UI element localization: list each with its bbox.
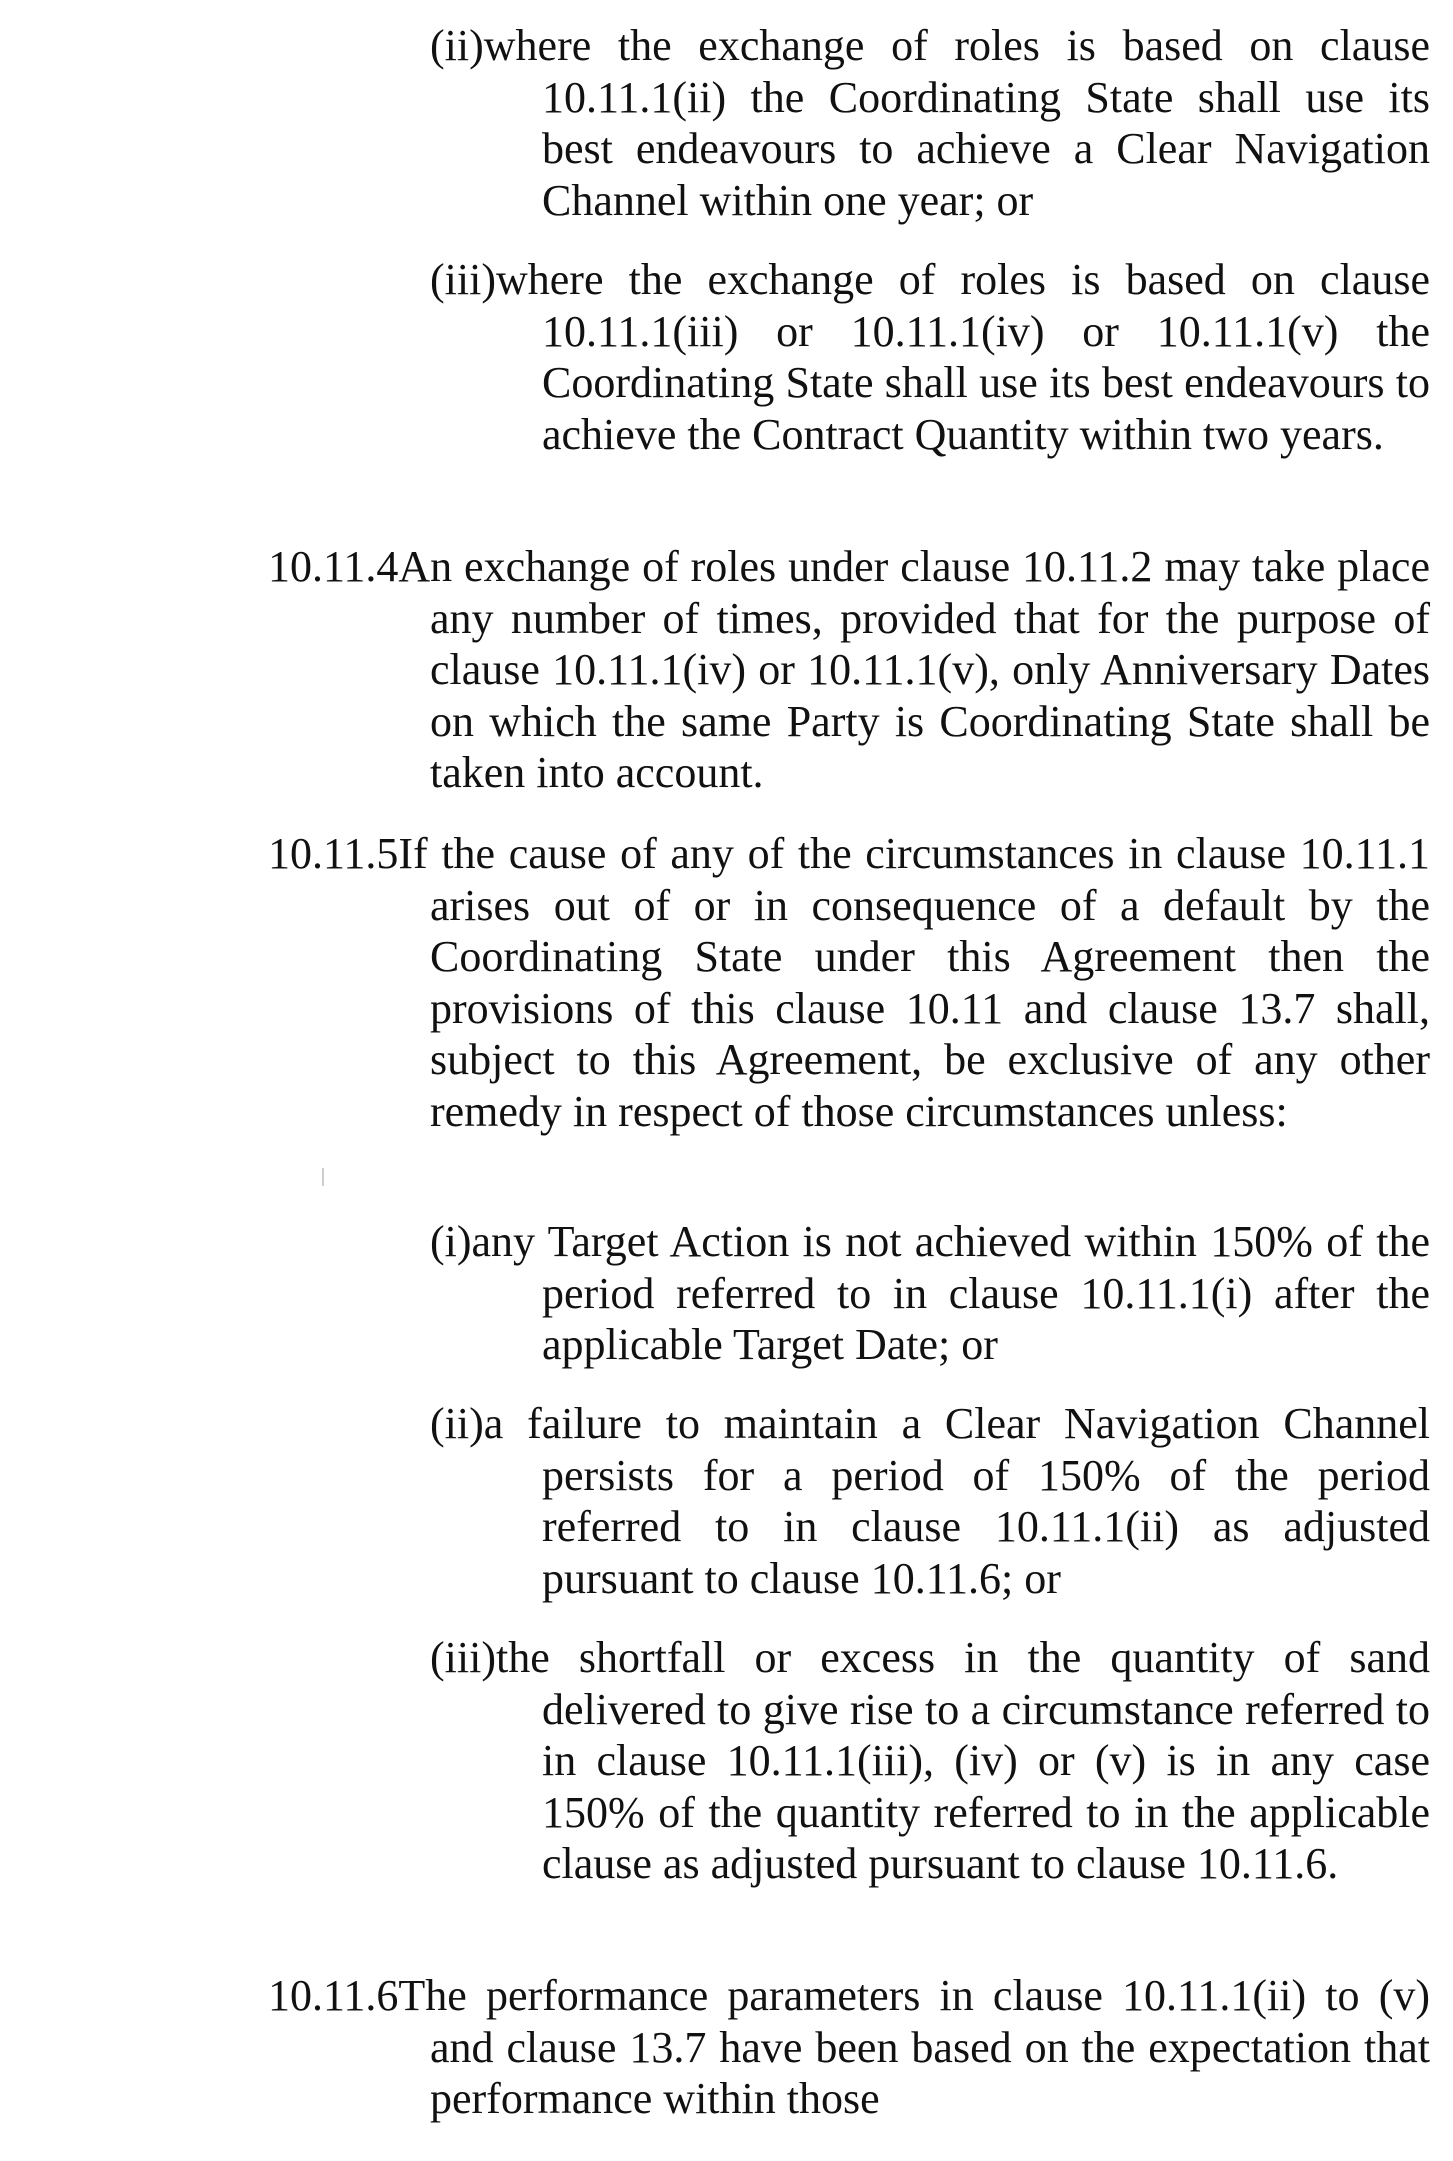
subclause-iii-exchange-contract-quantity <box>430 254 1430 460</box>
subclause-number: (iii) <box>430 255 496 304</box>
subclause-text: a failure to maintain a Clear Navigation Channel persists for a period of 150% of the period referred to in clause 10.11.1(ii) as adjusted pursuant to clause 10.11.6; or <box>483 1399 1430 1603</box>
clause-10-11-4 <box>268 541 1430 799</box>
subclause-text: where the exchange of roles is based on clause 10.11.1(ii) the Coordinating State shall use its best endeavours to achieve a Clear Navigation Channel within one year; or <box>483 21 1430 225</box>
subclause-number: (ii) <box>430 21 484 70</box>
subclause-ii-exchange-clear-channel <box>430 20 1430 226</box>
clause-number: 10.11.6 <box>268 1971 399 2020</box>
clause-text: If the cause of any of the circumstances in clause 10.11.1 arises out of or in consequence of a default by the Coordinating State under this Agreement then the provisions of this clause 10.11 and clause 13.7 shall, subject to this Agreement, be exclusive of any other remedy in respect of those circumstances unless: <box>398 829 1430 1136</box>
clause-10-11-5 <box>268 828 1430 1138</box>
subclause-iii-sand-shortfall <box>430 1632 1430 1890</box>
clause-text: The performance parameters in clause 10.11.1(ii) to (v) and clause 13.7 have been based on the expectation that performance within those <box>398 1971 1430 2124</box>
clause-text: An exchange of roles under clause 10.11.2 may take place any number of times, provided that for the purpose of clause 10.11.1(iv) or 10.11.1(v), only Anniversary Dates on which the same Party is Coordinating State shall be taken into account. <box>398 542 1430 798</box>
clause-10-11-6 <box>268 1970 1430 2125</box>
subclause-text: any Target Action is not achieved within 150% of the period referred to in clause 10.11.1(i) after the applicable Target Date; or <box>471 1217 1430 1370</box>
margin-mark <box>322 1168 324 1186</box>
subclause-number: (i) <box>430 1217 472 1266</box>
subclause-i-target-action <box>430 1216 1430 1371</box>
subclause-number: (iii) <box>430 1633 496 1682</box>
subclause-text: the shortfall or excess in the quantity of sand delivered to give rise to a circumstance referred to in clause 10.11.1(iii), (iv) or (v) is in any case 150% of the quantity referred to in the applicable clause as adjusted pursuant to clause 10.11.6. <box>495 1633 1430 1889</box>
subclause-text: where the exchange of roles is based on clause 10.11.1(iii) or 10.11.1(iv) or 10.11.1(v) the Coordinating State shall use its best endeavours to achieve the Contract Quantity within two years. <box>495 255 1430 459</box>
subclause-ii-clear-navigation-failure <box>430 1398 1430 1604</box>
subclause-number: (ii) <box>430 1399 484 1448</box>
clause-number: 10.11.5 <box>268 829 399 878</box>
clause-number: 10.11.4 <box>268 542 399 591</box>
